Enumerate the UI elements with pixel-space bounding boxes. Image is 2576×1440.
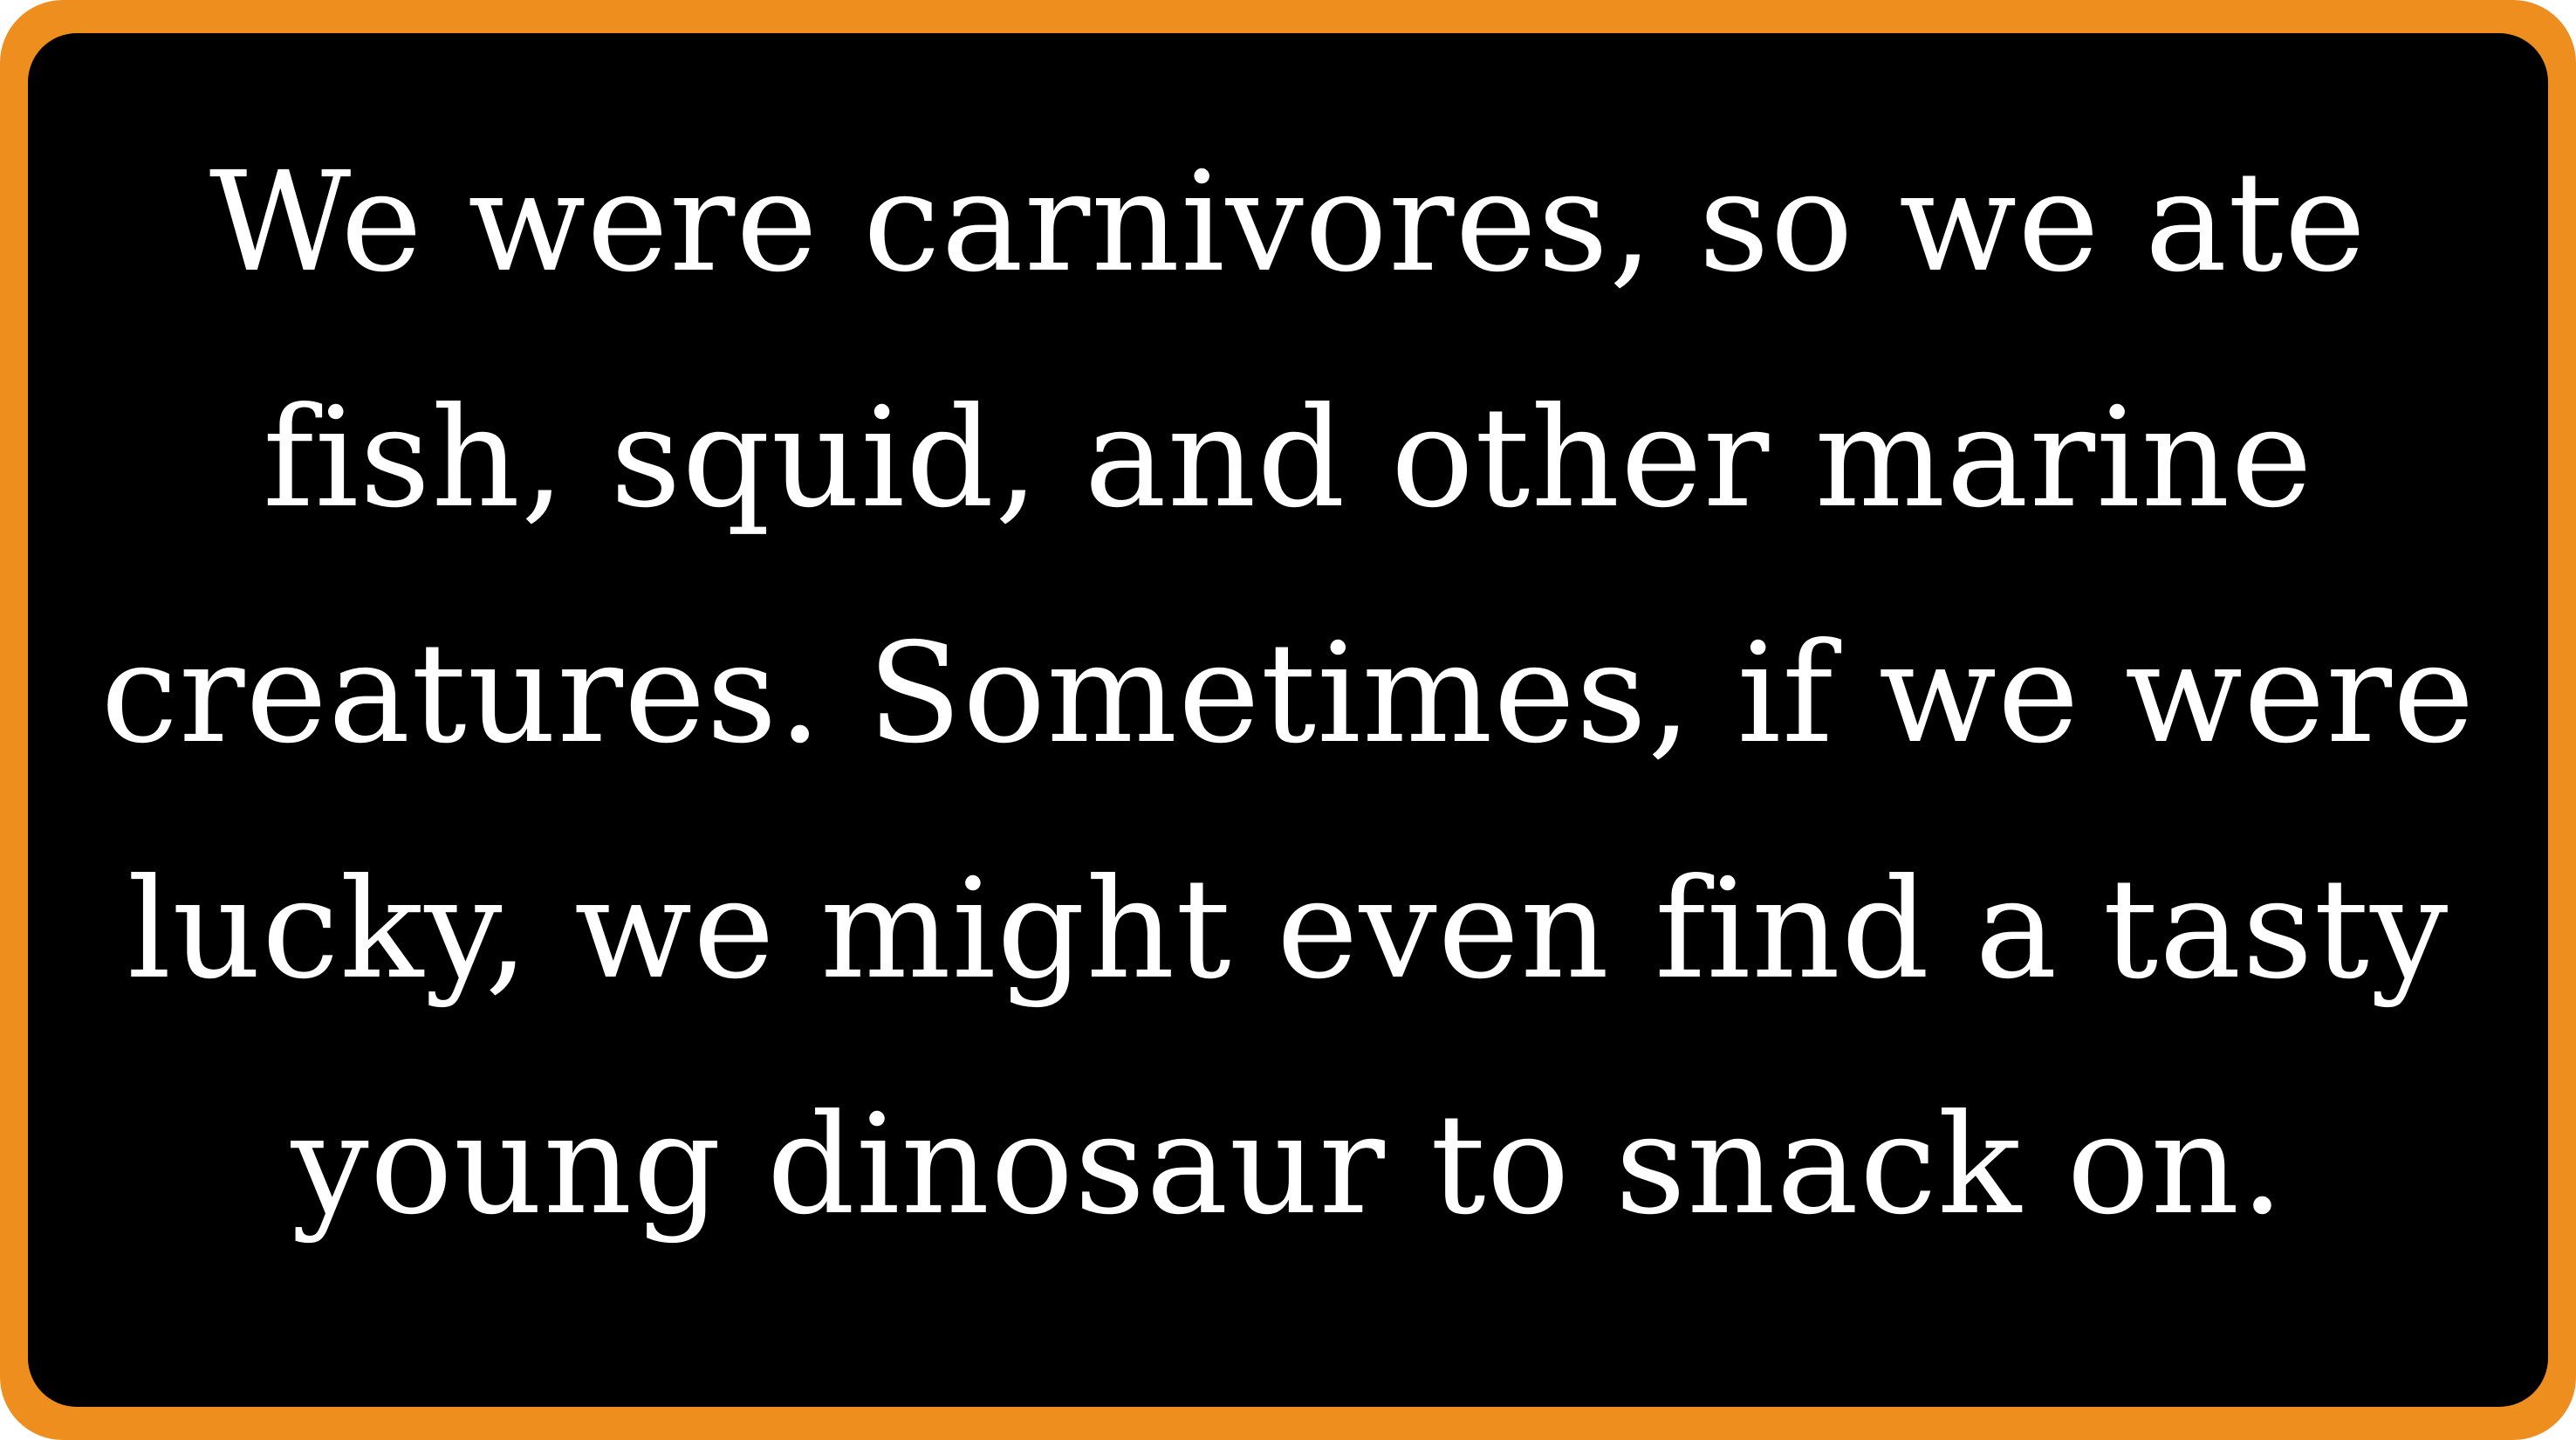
caption-line-4: lucky, we might even find a tasty xyxy=(127,849,2449,1010)
caption-line-5: young dinosaur to snack on. xyxy=(291,1085,2285,1245)
caption-text xyxy=(28,105,2548,1283)
caption-line-3: creatures. Sometimes, if we were xyxy=(100,614,2476,774)
caption-line-2: fish, squid, and other marine xyxy=(263,378,2313,538)
caption-line-1: We were carnivores, so we ate xyxy=(209,142,2367,303)
